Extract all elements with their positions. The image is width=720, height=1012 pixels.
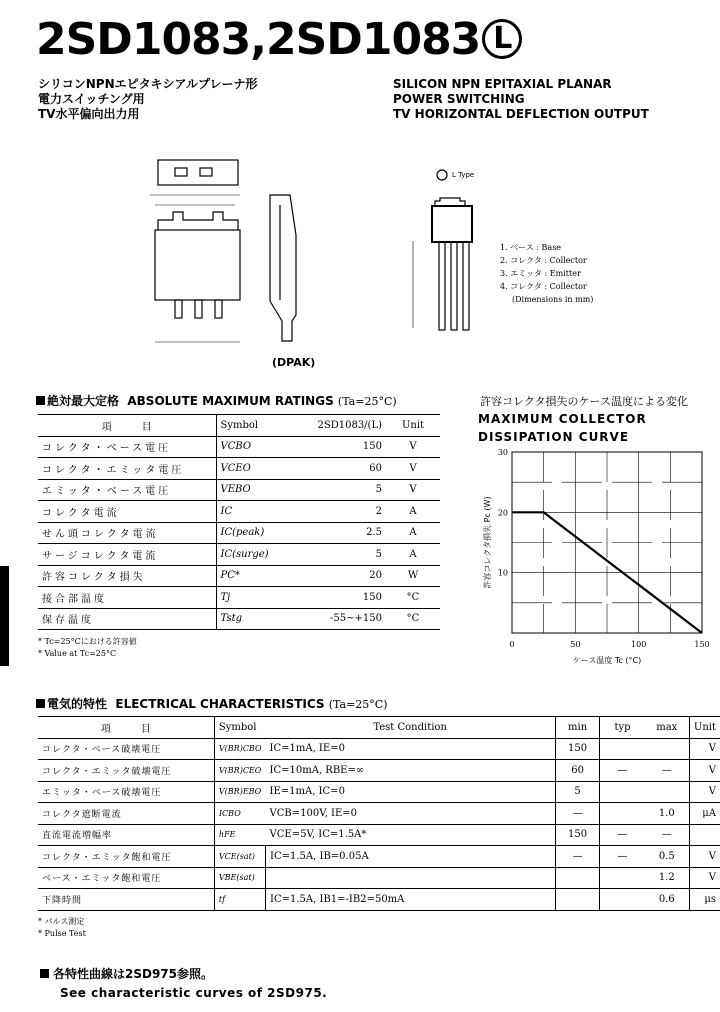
- item-cell: 許容コレクタ損失: [42, 572, 146, 584]
- value-cell: 150: [362, 591, 382, 603]
- item-cell: ベース・エミッタ飽和電圧: [42, 874, 162, 885]
- col-header-typ: typ: [600, 717, 645, 739]
- dissipation-chart: [460, 440, 720, 670]
- table-row: [38, 846, 720, 868]
- unit-cell: W: [407, 570, 419, 582]
- footer-en: See characteristic curves of 2SD975.: [60, 986, 328, 1000]
- condition-cell: VCB=100V, IE=0: [269, 807, 358, 819]
- chart-title-jp: 許容コレクタ損失のケース温度による変化: [480, 395, 689, 408]
- min-cell: —: [555, 846, 600, 868]
- unit-cell: V: [689, 760, 720, 782]
- col-header-item: 項 目: [101, 421, 152, 433]
- max-cell: 0.6: [658, 893, 675, 905]
- condition-cell: IC=10mA, RBE=∞: [269, 764, 365, 776]
- max-cell: —: [661, 764, 672, 776]
- item-cell: サージコレクタ電流: [42, 550, 159, 562]
- note: * Tc=25°Cにおける許容値: [38, 637, 137, 646]
- dpak-label: (DPAK): [272, 356, 316, 369]
- unit-cell: A: [409, 548, 417, 560]
- x-axis-label: ケース温度 Tc (°C): [572, 656, 642, 665]
- note: * パルス測定: [38, 917, 85, 926]
- l-type-label: L Type: [452, 171, 475, 179]
- table-row: [38, 889, 720, 911]
- y-axis-label: 許容コレクタ損失 Pc (W): [483, 496, 492, 589]
- symbol-cell: PC*: [216, 565, 286, 587]
- ratings-table: [38, 414, 440, 630]
- col-header-unit: Unit: [401, 419, 425, 431]
- typ-cell: [600, 781, 645, 803]
- item-cell: 下降時間: [42, 895, 83, 906]
- desc-en-line: TV HORIZONTAL DEFLECTION OUTPUT: [393, 107, 649, 121]
- symbol-cell: V(BR)EBO: [214, 781, 265, 803]
- item-cell: コレクタ電流: [42, 507, 120, 519]
- x-tick-label: 150: [694, 640, 710, 649]
- col-header-condition: Test Condition: [373, 721, 447, 733]
- col-header-min: min: [555, 717, 600, 739]
- unit-cell: °C: [406, 591, 420, 603]
- unit-cell: V: [409, 484, 417, 496]
- y-tick-label: 30: [497, 448, 508, 457]
- table-row: [38, 479, 440, 501]
- y-tick-label: 10: [497, 568, 508, 578]
- table-row: [38, 501, 440, 523]
- desc-en-line: SILICON NPN EPITAXIAL PLANAR: [393, 77, 612, 91]
- y-tick-label: 20: [497, 508, 508, 518]
- col-header-item: 項 目: [100, 723, 151, 735]
- value-cell: 2.5: [366, 527, 382, 539]
- value-cell: 2: [375, 505, 382, 517]
- note: * Value at Tc=25°C: [38, 649, 117, 658]
- unit-cell: μA: [689, 803, 720, 825]
- symbol-cell: IC: [216, 501, 286, 523]
- item-cell: エミッタ・ベース破壊電圧: [42, 788, 162, 799]
- condition-cell: IC=1.5A, IB1=-IB2=50mA: [266, 889, 556, 911]
- symbol-cell: Tstg: [216, 608, 286, 630]
- page-edge-tab: [0, 566, 9, 666]
- item-cell: 直流電流増幅率: [42, 831, 113, 842]
- item-cell: コレクタ・エミッタ飽和電圧: [42, 852, 172, 863]
- unit-cell: A: [409, 527, 417, 539]
- table-row: [38, 587, 440, 609]
- unit-cell: V: [689, 781, 720, 803]
- description-en: [393, 77, 649, 122]
- electrical-table: [38, 716, 720, 911]
- max-cell: 1.0: [658, 807, 675, 819]
- min-cell: —: [555, 803, 600, 825]
- item-cell: エミッタ・ベース電圧: [42, 486, 172, 498]
- bullet-square: [36, 699, 45, 708]
- dimension-note: (Dimensions in mm): [512, 295, 594, 304]
- min-cell: 60: [555, 760, 600, 782]
- col-header-symbol: Symbol: [214, 717, 265, 739]
- x-tick-label: 0: [509, 640, 515, 649]
- symbol-cell: hFE: [214, 824, 265, 846]
- value-cell: 150: [362, 441, 382, 453]
- symbol-cell: V(BR)CEO: [214, 760, 265, 782]
- desc-jp-line: TV水平偏向出力用: [38, 107, 140, 121]
- table-row: [38, 803, 720, 825]
- pin-item: 4. コレクタ : Collector: [500, 282, 587, 291]
- typ-cell: [600, 738, 645, 760]
- page-title: 2SD1083,2SD1083 L: [36, 14, 522, 65]
- symbol-cell: VEBO: [216, 479, 286, 501]
- table-row: [38, 458, 440, 480]
- unit-cell: °C: [406, 613, 420, 625]
- description-jp: [38, 77, 258, 122]
- x-tick-label: 50: [570, 640, 581, 649]
- col-header-symbol: Symbol: [216, 415, 286, 437]
- table-row: [38, 781, 720, 803]
- max-cell: 0.5: [658, 850, 675, 862]
- table-row: [38, 867, 720, 889]
- col-header-max: max: [656, 721, 678, 733]
- min-cell: [555, 867, 600, 889]
- unit-cell: V: [689, 738, 720, 760]
- item-cell: 接合部温度: [42, 593, 107, 605]
- ratings-notes: [38, 636, 137, 660]
- item-cell: コレクタ・エミッタ破壊電圧: [42, 766, 172, 777]
- condition-cell: VCE=5V, IC=1.5A*: [269, 829, 367, 841]
- condition-cell: IC=1.5A, IB=0.05A: [266, 846, 556, 868]
- symbol-cell: VCEO: [216, 458, 286, 480]
- item-cell: コレクタ・ベース破壊電圧: [42, 745, 162, 756]
- unit-cell: V: [689, 846, 720, 868]
- unit-cell: V: [689, 867, 720, 889]
- min-cell: 150: [555, 738, 600, 760]
- table-row: [38, 544, 440, 566]
- symbol-cell: VBE(sat): [214, 867, 265, 889]
- symbol-cell: IC(peak): [216, 522, 286, 544]
- x-tick-label: 100: [631, 640, 647, 649]
- chart-title: MAXIMUM COLLECTOR DISSIPATION CURVE: [478, 412, 647, 444]
- unit-cell: μs: [689, 889, 720, 911]
- table-row: [38, 824, 720, 846]
- value-cell: 20: [369, 570, 382, 582]
- value-cell: 5: [375, 484, 382, 496]
- footer-note: [40, 965, 327, 1003]
- table-row: [38, 608, 440, 630]
- table-row: [38, 760, 720, 782]
- desc-jp-line: シリコンNPNエピタキシアルプレーナ形: [38, 77, 258, 91]
- item-cell: コレクタ・エミッタ電圧: [42, 464, 185, 476]
- symbol-cell: VCE(sat): [214, 846, 265, 868]
- desc-jp-line: 電力スイッチング用: [38, 92, 145, 106]
- table-row: [38, 522, 440, 544]
- condition-cell: [266, 867, 556, 889]
- value-cell: 5: [375, 548, 382, 560]
- item-cell: せん頭コレクタ電流: [42, 529, 159, 541]
- electrical-notes: [38, 916, 86, 940]
- pin-item: 1. ベース : Base: [500, 243, 562, 252]
- value-cell: -55~+150: [330, 613, 382, 625]
- typ-cell: [600, 867, 645, 889]
- symbol-cell: V(BR)CBO: [214, 738, 265, 760]
- pin-item: 3. エミッタ : Emitter: [500, 269, 581, 278]
- pin-legend: [500, 241, 593, 306]
- bullet-square: [40, 969, 49, 978]
- value-cell: 60: [369, 462, 382, 474]
- min-cell: [555, 889, 600, 911]
- condition-cell: IC=1mA, IE=0: [269, 743, 345, 755]
- footer-jp: 各特性曲線は2SD975参照。: [53, 967, 214, 981]
- table-row: [38, 436, 440, 458]
- table-row: [38, 565, 440, 587]
- symbol-cell: Tj: [216, 587, 286, 609]
- max-cell: [645, 738, 690, 760]
- min-cell: 5: [555, 781, 600, 803]
- min-cell: 150: [555, 824, 600, 846]
- item-cell: コレクタ遮断電流: [42, 809, 122, 820]
- typ-cell: [600, 803, 645, 825]
- symbol-cell: tf: [214, 889, 265, 911]
- desc-en-line: POWER SWITCHING: [393, 92, 525, 106]
- col-header-value: 2SD1083/(L): [317, 419, 382, 431]
- l-type-badge: L: [482, 19, 522, 59]
- item-cell: 保存温度: [42, 615, 94, 627]
- item-cell: コレクタ・ベース電圧: [42, 443, 172, 455]
- electrical-heading: 電気的特性 ELECTRICAL CHARACTERISTICS (Ta=25°C): [36, 695, 388, 712]
- typ-cell: —: [600, 824, 645, 846]
- symbol-cell: ICBO: [214, 803, 265, 825]
- typ-cell: [600, 889, 645, 911]
- ratings-heading: 絶対最大定格 ABSOLUTE MAXIMUM RATINGS (Ta=25°C): [36, 392, 397, 409]
- unit-cell: [689, 824, 720, 846]
- max-cell: 1.2: [658, 872, 675, 884]
- l-type-package-drawing: [405, 168, 485, 333]
- typ-cell: —: [600, 760, 645, 782]
- table-row: [38, 738, 720, 760]
- max-cell: [645, 781, 690, 803]
- pin-item: 2. コレクタ : Collector: [500, 256, 587, 265]
- symbol-cell: VCBO: [216, 436, 286, 458]
- max-cell: —: [661, 829, 672, 841]
- col-header-unit: Unit: [689, 717, 720, 739]
- unit-cell: V: [409, 462, 417, 474]
- unit-cell: A: [409, 505, 417, 517]
- note: * Pulse Test: [38, 929, 86, 938]
- unit-cell: V: [409, 441, 417, 453]
- symbol-cell: IC(surge): [216, 544, 286, 566]
- bullet-square: [36, 396, 45, 405]
- dpak-package-drawing: [130, 150, 330, 350]
- condition-cell: IE=1mA, IC=0: [269, 786, 345, 798]
- typ-cell: —: [600, 846, 645, 868]
